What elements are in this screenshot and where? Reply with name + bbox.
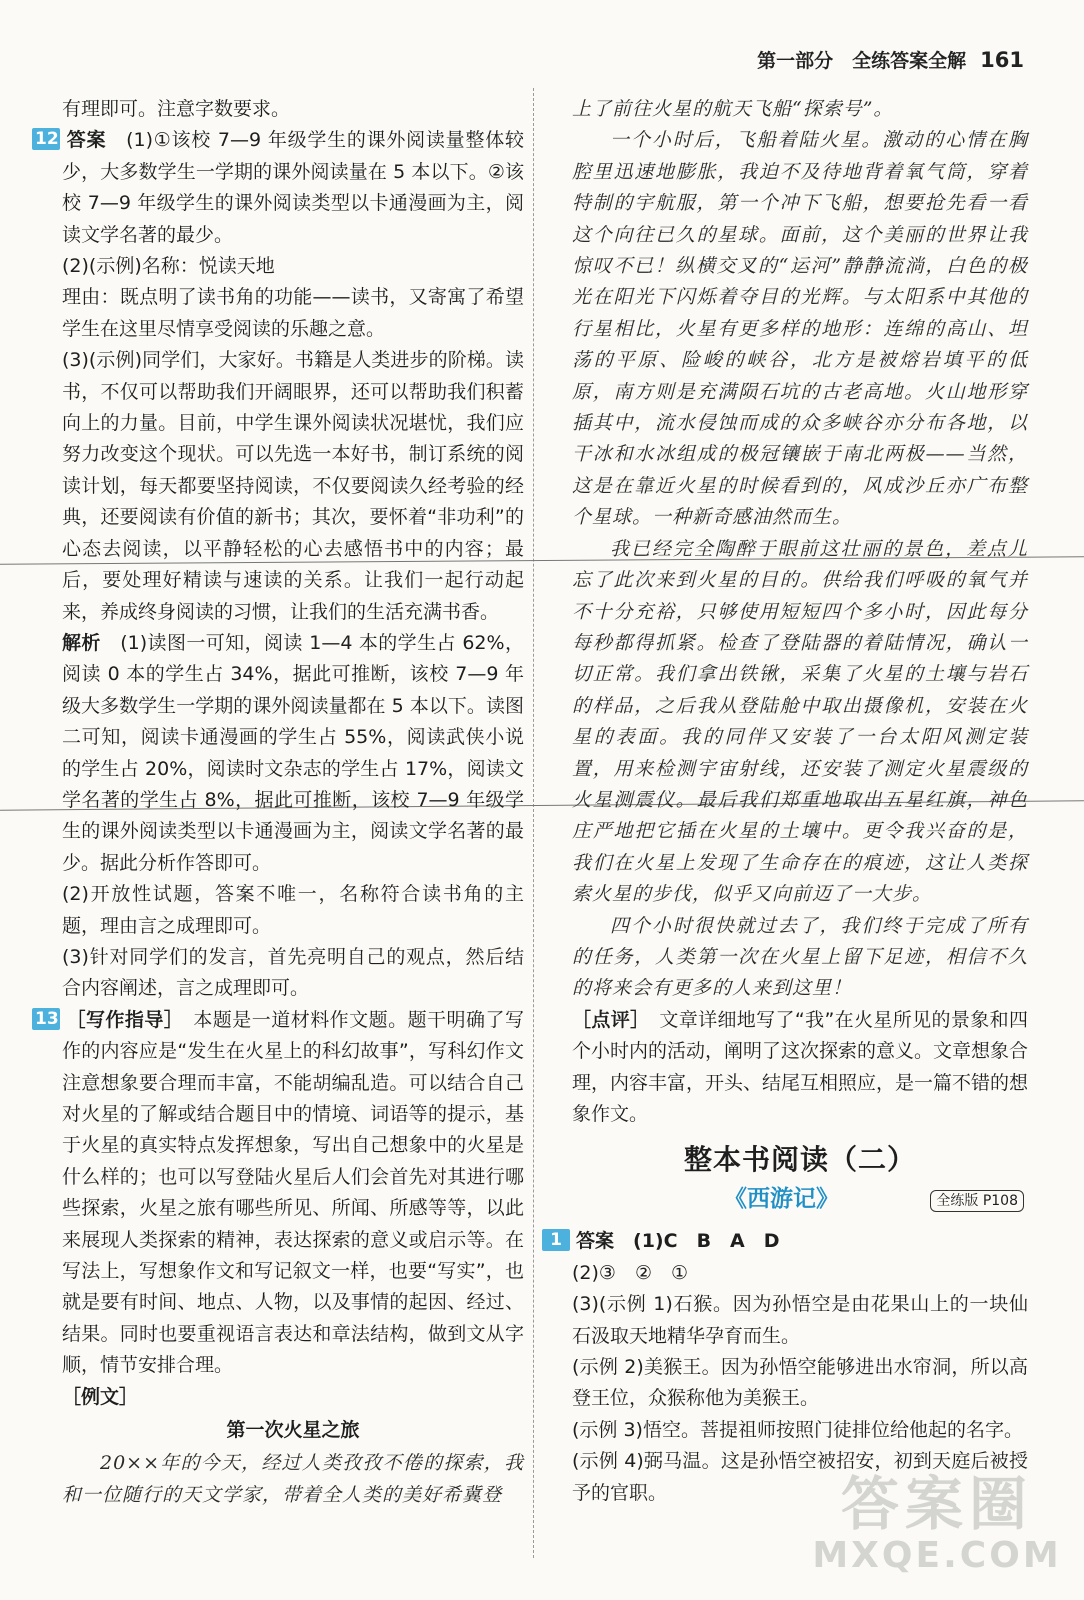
q12-analysis-3: (3)针对同学们的发言，首先亮明自己的观点，然后结合内容阐述，言之成理即可。 bbox=[62, 945, 524, 1000]
essay-continuation: 上了前往火星的航天飞船“探索号”。 bbox=[572, 98, 894, 120]
q1-answer-6: (示例 4)弼马温。这是孙悟空被招安，初到天庭后被授予的官职。 bbox=[572, 1450, 1028, 1504]
analysis-label: 解析 bbox=[62, 631, 101, 654]
q1-answer-3: (3)(示例 1)石猴。因为孙悟空是由花果山上的一块仙石汲取天地精华孕育而生。 bbox=[572, 1293, 1028, 1347]
q12-analysis-1: (1)读图一可知，阅读 1—4 本的学生占 62%，阅读 0 本的学生占 34%，据此可推断，该校 7—9 年级大多数学生一学期的课外阅读量都在 5 本以下。读图二可知，阅读卡通漫画的学生占 55%，阅读武侠小说的学生占 20%，阅读时文杂志的学生占 17%，阅读文学名著的学生占 8%，据此可推断，该校 7—9 年级学生的课外阅读类型以卡通漫画为主，阅读文学名著的最少。据此分析作答即可。 bbox=[62, 631, 524, 874]
column-divider bbox=[533, 88, 534, 1558]
section-heading: 整本书阅读（二） bbox=[683, 1143, 916, 1177]
q1-answer-4: (示例 2)美猴王。因为孙悟空能够进出水帘洞，所以高登王位，众猴称他为美猴王。 bbox=[572, 1356, 1028, 1410]
left-column bbox=[35, 94, 524, 1511]
watermark-logo bbox=[812, 1470, 1062, 1588]
q1-answer-5: (示例 3)悟空。菩提祖师按照门徒排位给他起的名字。 bbox=[572, 1418, 1023, 1441]
q12-answer-4: (3)(示例)同学们，大家好。书籍是人类进步的阶梯。读书，不仅可以帮助我们开阔眼界，还可以帮助我们积蓄向上的力量。目前，中学生课外阅读状况堪忧，我们应努力改变这个现状。可以先选一本好书，制订系统的阅读计划，每天都要坚持阅读，不仅要阅读久经考验的经典，还要阅读有价值的新书；其次，要怀着“非功利”的心态去阅读，以平静轻松的心去感悟书中的内容；最后，要处理好精读与速读的关系。让我们一起行动起来，养成终身阅读的习惯，让我们的生活充满书香。 bbox=[62, 349, 524, 623]
section-label: 第一部分 全练答案全解 bbox=[757, 50, 967, 72]
q12-answer bbox=[35, 125, 524, 251]
q13-guide-text: 本题是一道材料作文题。题干明确了写作的内容应是“发生在火星上的科幻故事”，写科幻作文注意想象要合理而丰富，不能胡编乱造。可以结合自己对火星的了解或结合题目中的情境、词语等的提示，基于火星的真实特点发挥想象，写出自己想象中的火星是什么样的；也可以写登陆火星后人们会首先对其进行哪些探索，火星之旅有哪些所见、所闻、所感等等，以此来展现人类探索的精神，表达探索的意义或启示等。在写法上，写想象作文和写记叙文一样，也要“写实”，也就是要有时间、地点、人物，以及事情的起因、经过、结果。同时也要重视语言表达和章法结构，做到文从字顺，情节安排合理。 bbox=[62, 1008, 524, 1377]
answer-label: 答案 bbox=[576, 1230, 615, 1253]
book-title: 《西游记》 bbox=[724, 1186, 839, 1213]
comment bbox=[572, 1005, 1028, 1131]
q13-guide bbox=[35, 1005, 524, 1382]
q12-answer-2: (2)(示例)名称：悦读天地 bbox=[62, 255, 275, 278]
right-column bbox=[550, 94, 1029, 1509]
example-label: ［例文］ bbox=[62, 1385, 139, 1408]
q12-analysis-2: (2)开放性试题，答案不唯一，名称符合读书角的主题，理由言之成理即可。 bbox=[62, 883, 524, 937]
q12-analysis bbox=[62, 628, 524, 879]
answer-label: 答案 bbox=[66, 129, 107, 152]
q1-answer bbox=[550, 1226, 1028, 1257]
book-heading-row bbox=[572, 1182, 1028, 1226]
page-header bbox=[757, 46, 1024, 73]
essay-paragraph: 四个小时很快就过去了，我们终于完成了所有的任务，人类第一次在火星上留下足迹，相信不久的将来会有更多的人来到这里！ bbox=[572, 914, 1028, 1000]
continuation-text: 有理即可。注意字数要求。 bbox=[62, 98, 291, 120]
comment-text: 文章详细地写了“我”在火星所见的景象和四个小时内的活动，阐明了这次探索的意义。文章想象合理，内容丰富，开头、结尾互相照应，是一篇不错的想象作文。 bbox=[572, 1008, 1029, 1125]
watermark-cn: 答案圈 bbox=[840, 1470, 1033, 1538]
watermark-en: MXQE.COM bbox=[812, 1535, 1062, 1576]
essay-title: 第一次火星之旅 bbox=[226, 1419, 360, 1442]
essay-paragraph: 我已经完全陶醉于眼前这壮丽的景色，差点儿忘了此次来到火星的目的。供给我们呼吸的氧气并不十分充裕，只够使用短短四个多小时，因此每分每秒都得抓紧。检查了登陆器的着陆情况，确认一切正常。我们拿出铁锹，采集了火星的土壤与岩石的样品，之后我从登陆舱中取出摄像机，安装在火星的表面。我的同伴又安装了一台太阳风测定装置，用来检测宇宙射线，还安装了测定火星震级的火星测震仪。最后我们郑重地取出五星红旗，神色庄严地把它插在火星的土壤中。更令我兴奋的是，我们在火星上发现了生命存在的痕迹，这让人类探索火星的步伐，似乎又向前迈了一大步。 bbox=[572, 537, 1028, 906]
question-number: 13 bbox=[32, 1008, 60, 1030]
q12-answer-3: 理由：既点明了读书角的功能——读书，又寄寓了希望学生在这里尽情享受阅读的乐趣之意。 bbox=[62, 286, 524, 340]
q1-answer-1: (1)C B A D bbox=[633, 1230, 780, 1253]
essay-paragraph: 一个小时后，飞船着陆火星。激动的心情在胸腔里迅速地膨胀，我迫不及待地背着氧气筒，穿着特制的宇航服，第一个冲下飞船，想要抢先看一看这个向往已久的星球。面前，这个美丽的世界让我惊叹不已！纵横交叉的“运河”静静流淌，白色的极光在阳光下闪烁着夺目的光辉。与太阳系中其他的行星相比，火星有更多样的地形：连绵的高山、坦荡的平原、险峻的峡谷，北方是被熔岩填平的低原，南方则是充满陨石坑的古老高地。火山地形穿插其中，流水侵蚀而成的众多峡谷亦分布各地，以干冰和水冰组成的极冠镶嵌于南北两极——当然，这是在靠近火星的时候看到的，风成沙丘亦广布整个星球。一种新奇感油然而生。 bbox=[572, 129, 1028, 529]
essay-paragraph: 20××年的今天，经过人类孜孜不倦的探索，我和一位随行的天文学家，带着全人类的美好希冀登 bbox=[62, 1452, 524, 1506]
page-number: 161 bbox=[980, 48, 1024, 72]
q1-answer-2: (2)③ ② ① bbox=[572, 1261, 689, 1284]
question-number: 1 bbox=[542, 1229, 570, 1251]
reference-tag: 全练版 P108 bbox=[930, 1190, 1024, 1212]
question-number: 12 bbox=[32, 128, 60, 150]
guide-label: ［写作指导］ bbox=[66, 1008, 174, 1031]
q12-answer-1: (1)①该校 7—9 年级学生的课外阅读量整体较少，大多数学生一学期的课外阅读量在 5 本以下。②该校 7—9 年级学生的课外阅读类型以卡通漫画为主，阅读文学名著的最少。 bbox=[62, 129, 524, 246]
comment-label: ［点评］ bbox=[572, 1008, 640, 1031]
